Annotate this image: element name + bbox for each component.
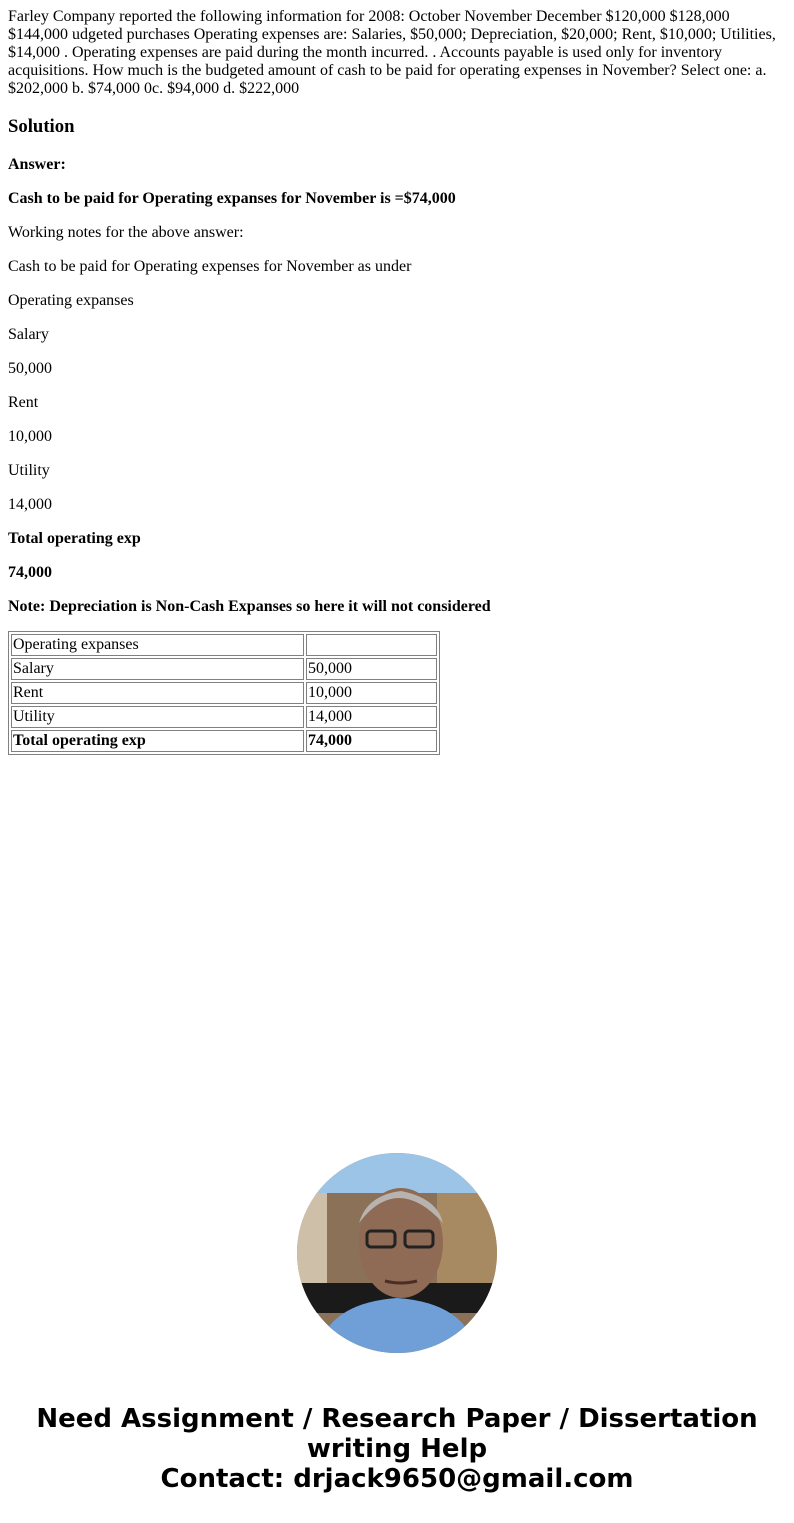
table-cell: Total operating exp bbox=[11, 730, 304, 752]
total-value: 74,000 bbox=[8, 564, 52, 581]
table-cell: Salary bbox=[11, 658, 304, 680]
list-item: Salary bbox=[8, 326, 49, 343]
footer-line: Need Assignment / Research Paper / Dissertation bbox=[36, 1404, 758, 1434]
table-total-row bbox=[11, 730, 437, 752]
total-label: Total operating exp bbox=[8, 530, 141, 547]
list-item: Operating expanses bbox=[8, 292, 134, 309]
note: Note: Depreciation is Non-Cash Expanses so here it will not considered bbox=[8, 598, 491, 615]
table-cell: 14,000 bbox=[306, 706, 437, 728]
list-item: Utility bbox=[8, 462, 50, 479]
list-item: 10,000 bbox=[8, 428, 52, 445]
table-cell: Operating expanses bbox=[11, 634, 304, 656]
footer-promo bbox=[0, 1404, 794, 1494]
working-intro: Cash to be paid for Operating expenses for November as under bbox=[8, 258, 412, 275]
table-cell bbox=[306, 634, 437, 656]
table-row bbox=[11, 682, 437, 704]
expenses-table bbox=[8, 631, 440, 755]
question-text: Farley Company reported the following information for 2008: October November December $120,000 $128,000 $144,000 udgeted purchases Operating expenses are: Salaries, $50,000; Depreciation, $20,000; Rent, $10,000; Utilities, $14,000 . Operating expenses are paid during the month incurred. . Accounts payable is used only for inventory acquisitions. How much is the budgeted amount of cash to be paid for operating expenses in November? Select one: a. $202,000 b. $74,000 0c. $94,000 d. $222,000 bbox=[8, 8, 776, 97]
table-cell: 10,000 bbox=[306, 682, 437, 704]
table-row bbox=[11, 706, 437, 728]
list-item: 14,000 bbox=[8, 496, 52, 513]
list-item: Rent bbox=[8, 394, 39, 411]
working-notes: Working notes for the above answer: bbox=[8, 224, 244, 241]
table-cell: Utility bbox=[11, 706, 304, 728]
answer-label: Answer: bbox=[8, 156, 66, 173]
solution-heading: Solution bbox=[8, 116, 75, 137]
table-cell: 50,000 bbox=[306, 658, 437, 680]
avatar bbox=[297, 1153, 497, 1353]
footer-contact: Contact: drjack9650@gmail.com bbox=[160, 1464, 634, 1494]
table-row bbox=[11, 634, 437, 656]
list-item: 50,000 bbox=[8, 360, 52, 377]
table-row bbox=[11, 658, 437, 680]
answer-statement: Cash to be paid for Operating expanses for November is =$74,000 bbox=[8, 190, 456, 207]
footer-line: writing Help bbox=[306, 1434, 488, 1464]
table-cell: 74,000 bbox=[306, 730, 437, 752]
table-cell: Rent bbox=[11, 682, 304, 704]
